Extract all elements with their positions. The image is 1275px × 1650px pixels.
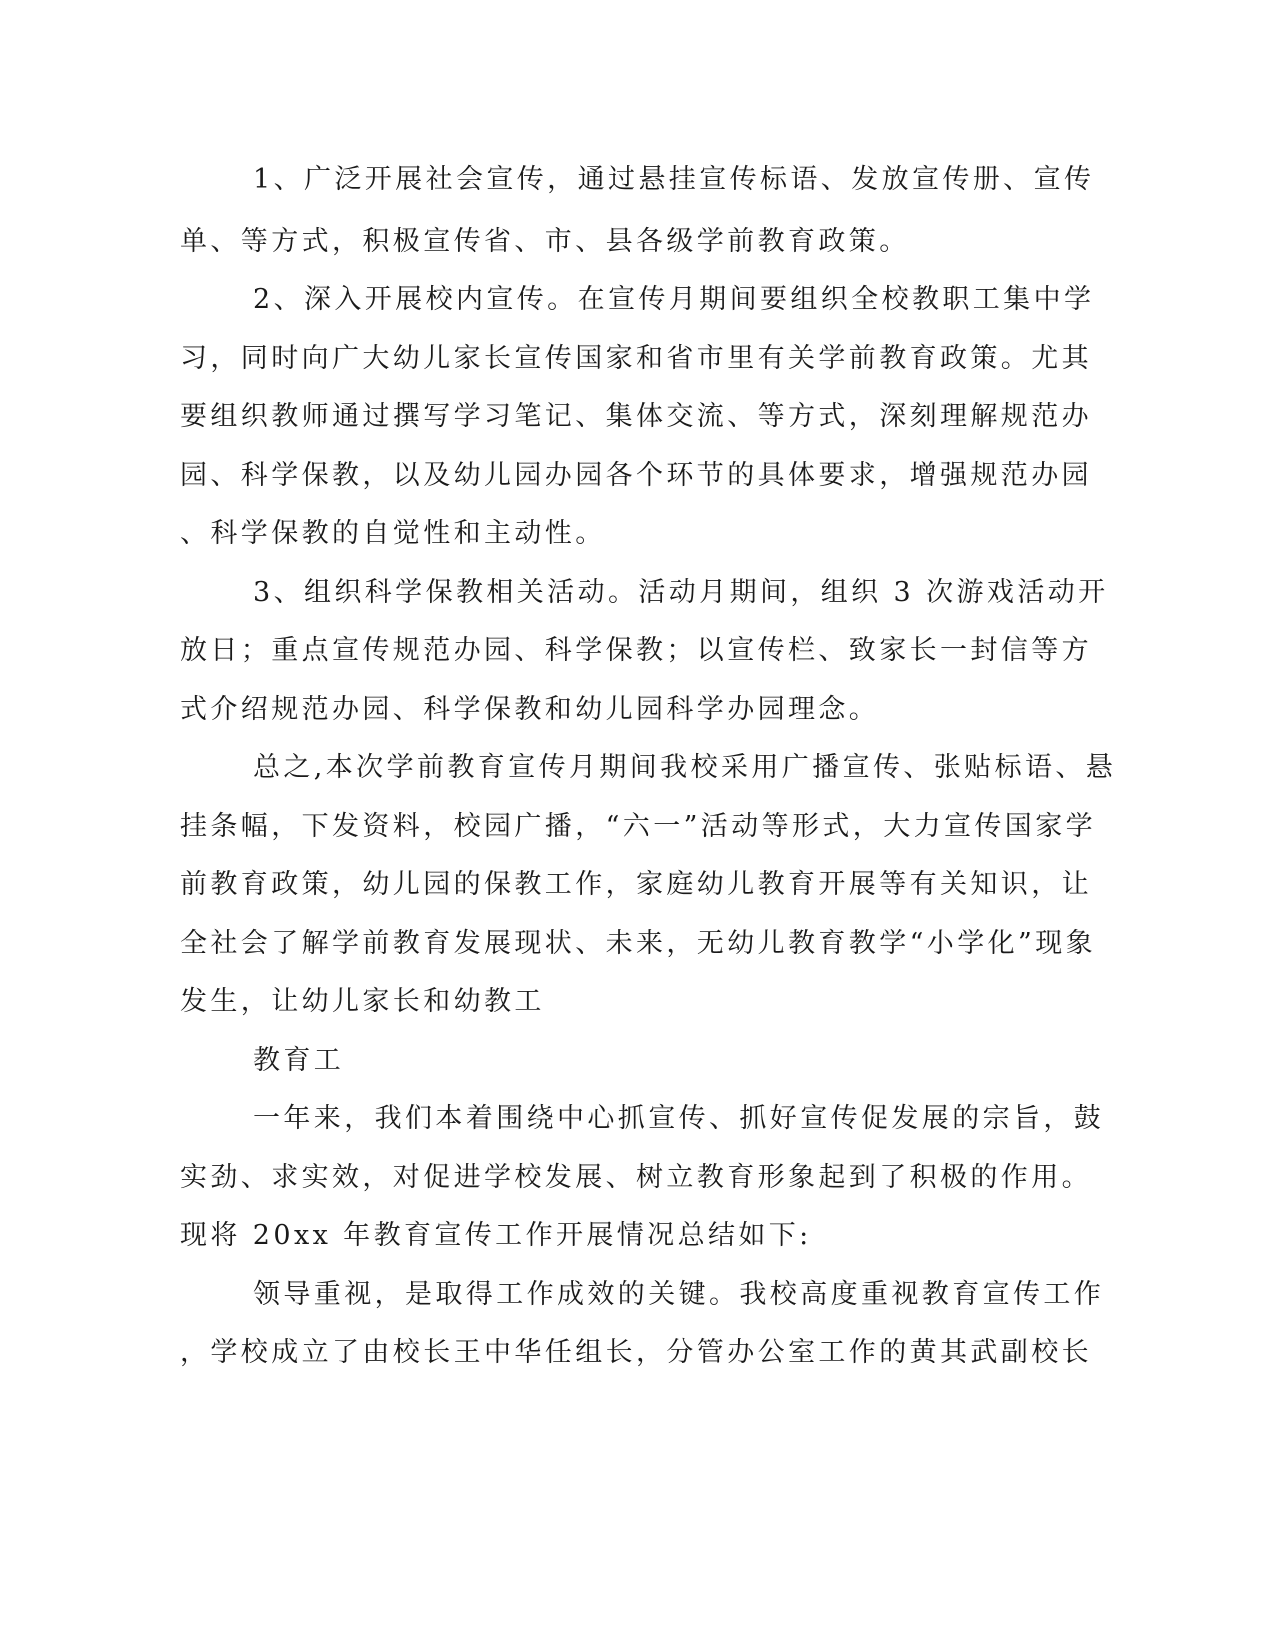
text-line: 要组织教师通过撰写学习笔记、集体交流、等方式，深刻理解规范办 [180,401,1092,432]
text-line: 领导重视，是取得工作成效的关键。我校高度重视教育宣传工作 [253,1279,1105,1310]
text-line: 挂条幅，下发资料，校园广播，“六一”活动等形式，大力宣传国家学 [180,811,1097,842]
text-line: 实劲、求实效，对促进学校发展、树立教育形象起到了积极的作用。 [180,1162,1092,1193]
text-line: 单、等方式，积极宣传省、市、县各级学前教育政策。 [180,226,910,257]
text-line: 总之,本次学前教育宣传月期间我校采用广播宣传、张贴标语、悬 [253,752,1117,783]
text-line: 前教育政策，幼儿园的保教工作，家庭幼儿教育开展等有关知识，让 [180,869,1092,900]
text-line: 全社会了解学前教育发展现状、未来，无幼儿教育教学“小学化”现象 [180,928,1097,959]
text-line: 习，同时向广大幼儿家长宣传国家和省市里有关学前教育政策。尤其 [180,343,1092,374]
text-line: 教育工 [253,1045,345,1076]
text-line: 一年来，我们本着围绕中心抓宣传、抓好宣传促发展的宗旨，鼓 [253,1103,1105,1134]
text-line: 园、科学保教，以及幼儿园办园各个环节的具体要求，增强规范办园 [180,460,1092,491]
text-line: 发生，让幼儿家长和幼教工 [180,986,545,1017]
text-line: 2、深入开展校内宣传。在宣传月期间要组织全校教职工集中学 [253,284,1095,315]
text-line: ，学校成立了由校长王中华任组长，分管办公室工作的黄其武副校长 [180,1337,1092,1368]
text-line: 放日；重点宣传规范办园、科学保教；以宣传栏、致家长一封信等方 [180,635,1092,666]
text-line: 现将 20xx 年教育宣传工作开展情况总结如下: [180,1220,812,1251]
text-line: 式介绍规范办园、科学保教和幼儿园科学办园理念。 [180,694,880,725]
text-line: 3、组织科学保教相关活动。活动月期间，组织 3 次游戏活动开 [253,577,1109,608]
text-line: 1、广泛开展社会宣传，通过悬挂宣传标语、发放宣传册、宣传 [253,164,1095,195]
text-line: 、科学保教的自觉性和主动性。 [180,518,606,549]
